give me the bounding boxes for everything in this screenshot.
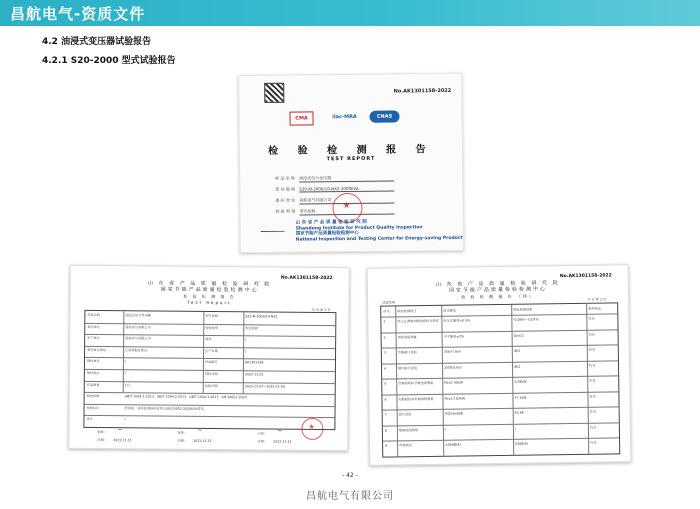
table-cell: /: [245, 349, 247, 354]
table-cell: 短路阻抗和负载损耗测量: [398, 396, 434, 402]
table-cell: /: [245, 337, 247, 342]
table-cell: 符合: [588, 363, 596, 368]
table-cell: /: [124, 371, 126, 376]
official-seal-icon: [301, 418, 323, 440]
table-cell: 符合: [588, 347, 596, 352]
footer-company: 昌航电气有限公司: [306, 491, 394, 502]
table-cell: 2: [383, 335, 386, 340]
institute-logo-icon: [261, 221, 285, 232]
review-label: 审核:: [177, 430, 185, 435]
table-cell: S20-M-2000/10-NX2: [245, 314, 278, 319]
table-cell: 符合: [589, 394, 596, 399]
report-page-2: [68, 265, 350, 451]
header-title: 昌航电气-资质文件: [10, 5, 146, 23]
table-cell: 42.6K: [514, 410, 524, 416]
main-inspector-label: 主检:: [257, 431, 265, 436]
signature: ~: [277, 427, 283, 435]
table-rule: [381, 313, 617, 317]
date-label: 日期:: [97, 438, 105, 443]
table-rule: [85, 404, 335, 407]
table-caption: 试验结果: [382, 300, 395, 305]
table-cell: 昌航电气有限公司: [125, 324, 151, 330]
table-cell: 9: [385, 444, 388, 449]
results-table: [380, 302, 620, 457]
cnas-logo: CNAS: [369, 110, 399, 122]
table-cell: 符合: [588, 332, 595, 337]
table-cell: 江西省赣江新区: [125, 348, 148, 353]
table-header-cell: 检验检测项目: [397, 309, 417, 314]
table-cell: 检验类别: [205, 325, 219, 330]
table-cell: 生产日期: [205, 348, 218, 353]
table-cell: 1: [383, 319, 386, 324]
table-rule: [382, 344, 618, 348]
table-rule: [383, 407, 619, 411]
cover-title: 检 验 检 测 报 告: [268, 144, 434, 157]
report-cover-page: [238, 73, 464, 253]
table-cell: 生产单位: [87, 336, 100, 341]
cover-subtitle: TEST REPORT: [326, 155, 376, 163]
table-cell: 顶层油≤60K: [444, 411, 464, 417]
table-cell: 53dB(A): [515, 442, 529, 447]
header-bar: [0, 0, 700, 26]
table-cell: 温升试验: [398, 412, 412, 417]
report-page-3: [367, 264, 632, 466]
date-value: 2022-11-11: [113, 438, 132, 443]
table-rule: [84, 415, 334, 418]
table-header-cell: 检验检测结果: [513, 307, 533, 312]
report-table: [83, 307, 336, 430]
table-header-cell: 技术要求: [443, 308, 457, 313]
table-cell: 2倍额定电压: [444, 365, 463, 370]
signature: ~: [117, 426, 123, 434]
table-cell: 符合: [589, 378, 596, 383]
table-cell: -0.06%~-0.07%: [513, 317, 539, 322]
approve-label: 批准:: [97, 430, 105, 435]
page-title: 山 东 省 产 品 质 量 检 验 研 究 院: [436, 280, 560, 288]
table-cell: GB/T 1094.1-2013、GB/T 1094.2-2013、GB/T 1094.3-2017、GB 20052-2020: [124, 394, 247, 400]
page-title: 国家节能产品质量检验检测中心: [160, 286, 259, 294]
cma-logo: CMA: [289, 111, 313, 125]
table-cell: 抽样地点: [86, 370, 100, 376]
table-cell: 样品编号: [204, 360, 218, 365]
table-cell: 检验依据: [86, 394, 100, 399]
subsection-heading: 4.2.1 S20-2000 型式试验报告: [42, 56, 176, 66]
table-cell: 2022-11-01: [244, 372, 264, 377]
table-cell: 声级测定: [399, 443, 412, 448]
table-cell: 17.3kW: [514, 395, 527, 400]
table-cell: 型号规格: [205, 313, 219, 319]
table-cell: 样品名称: [87, 312, 101, 318]
table-cell: 型式检验: [245, 325, 259, 331]
table-cell: 1.28kW: [514, 379, 527, 385]
page-title: 检 验 检 测 报 告 （续）: [461, 293, 535, 300]
page-title: 检 验 检 测 报 告: [183, 293, 236, 300]
table-header-cell: 单项结论: [588, 306, 601, 311]
table-cell: 不平衡率≤2%: [443, 334, 465, 339]
table-header-cell: 序号: [383, 309, 390, 314]
page-title: 国家节能产品质量检验检测中心: [448, 286, 547, 294]
table-cell: 委托单位地址: [87, 347, 107, 352]
section-heading: 4.2 油浸式变压器试验报告: [42, 37, 152, 47]
table-rule: [383, 438, 619, 442]
table-cell: 电压比偏差±0.5%: [443, 318, 471, 323]
table-cell: 昌航电气有限公司: [125, 336, 151, 341]
date-label: 日期:: [177, 438, 185, 443]
table-cell: 8: [384, 428, 387, 433]
table-cell: 外施耐压试验: [397, 350, 417, 355]
page-mark: 共 页 第 2 页: [587, 297, 607, 302]
table-cell: ≤56dB(A): [445, 442, 461, 448]
page-title: 山 东 省 产 品 质 量 检 验 研 究 院: [147, 280, 272, 288]
table-cell: /: [124, 417, 126, 422]
cover-field: 样 品 名 称 油浸式电力变压器: [275, 176, 295, 182]
signature: ~: [197, 426, 203, 434]
table-cell: 绝缘电阻测量: [398, 428, 419, 433]
report-number: No.AK1301158-2022: [280, 275, 333, 282]
table-cell: 空载损耗和空载电流测量: [398, 381, 434, 386]
table-rule: [382, 360, 618, 364]
table-rule: [382, 376, 618, 380]
table-cell: 检验日期: [204, 383, 218, 388]
cover-field: 委 托 单 位 昌航电气有限公司: [275, 198, 295, 204]
table-rule: [383, 422, 619, 426]
table-cell: 备注: [86, 417, 93, 422]
table-cell: 经检验，该样品所检项目符合GB 20052-2020标准要求。: [124, 406, 208, 411]
page-mark: 共 页 第 1 页: [311, 307, 331, 313]
table-rule: [382, 329, 618, 333]
table-cell: 绕组电阻测量: [397, 334, 417, 339]
table-cell: 商标: [205, 337, 212, 342]
table-cell: AK1301158: [244, 360, 264, 365]
table-cell: 到样日期: [204, 371, 218, 377]
table-cell: P0≤1.40kW: [444, 380, 463, 385]
table-cell: 抽样单位: [86, 359, 100, 364]
table-cell: 委托单位: [87, 324, 101, 329]
table-cell: 样品数量: [86, 382, 100, 387]
table-cell: 电压比测量和联结组标号检定: [397, 318, 439, 324]
cover-field: 型 号 规 格 S20-M-2000/10-NX2 2000kVA: [275, 187, 295, 193]
report-number: No.AK1301158-2022: [559, 273, 612, 280]
table-cell: Pk≤17.82kW: [444, 396, 466, 401]
table-cell: 符合: [589, 425, 597, 430]
date-value: 2022-11-11: [193, 438, 212, 444]
table-cell: /: [124, 359, 127, 364]
table-rule: [382, 391, 618, 395]
table-cell: 感应耐压试验: [398, 365, 418, 371]
table-cell: 35kV 1min: [443, 349, 461, 354]
table-cell: 3: [383, 350, 386, 355]
table-cell: 5: [384, 381, 387, 386]
table-cell: 4: [384, 366, 387, 371]
date-value: 2022-11-11: [273, 439, 292, 444]
table-cell: 油浸式电力变压器: [125, 313, 151, 318]
certification-logos: [289, 110, 409, 125]
table-cell: 符合: [590, 441, 597, 446]
qr-code-icon: [264, 83, 284, 103]
table-cell: 1台: [124, 382, 130, 387]
official-seal-icon: [332, 193, 362, 223]
table-cell: 2022-11-07—2022-11-09: [244, 383, 286, 389]
date-label: 日期:: [257, 439, 265, 444]
ilac-logo: ilac-MRA: [332, 113, 357, 121]
page-title: Test Report: [187, 299, 232, 306]
table-cell: 通过: [513, 348, 521, 353]
page-number: - 42 -: [342, 472, 358, 479]
table-cell: 符合: [589, 409, 597, 415]
table-cell: /: [444, 427, 447, 432]
report-number: No.AK1301158-2022: [393, 87, 452, 95]
table-cell: 6: [384, 397, 387, 402]
institute-block: 山 东 省 产 品 质 量 检 验 研 究 院 Shandong Institute for Product Quality Inspection 国家节能产品质量检验检测中心 National Inspection and Testing Center for Energy-saving Product: [295, 219, 463, 243]
table-cell: 通过: [513, 364, 521, 369]
table-cell: 检验结论: [86, 405, 100, 410]
table-cell: 7: [384, 412, 387, 417]
table-cell: 符合: [588, 316, 595, 321]
cover-field: 检 验 类 别 型式检验: [275, 209, 295, 215]
table-cell: /: [514, 426, 516, 431]
table-cell: Dyn11: [513, 333, 525, 338]
